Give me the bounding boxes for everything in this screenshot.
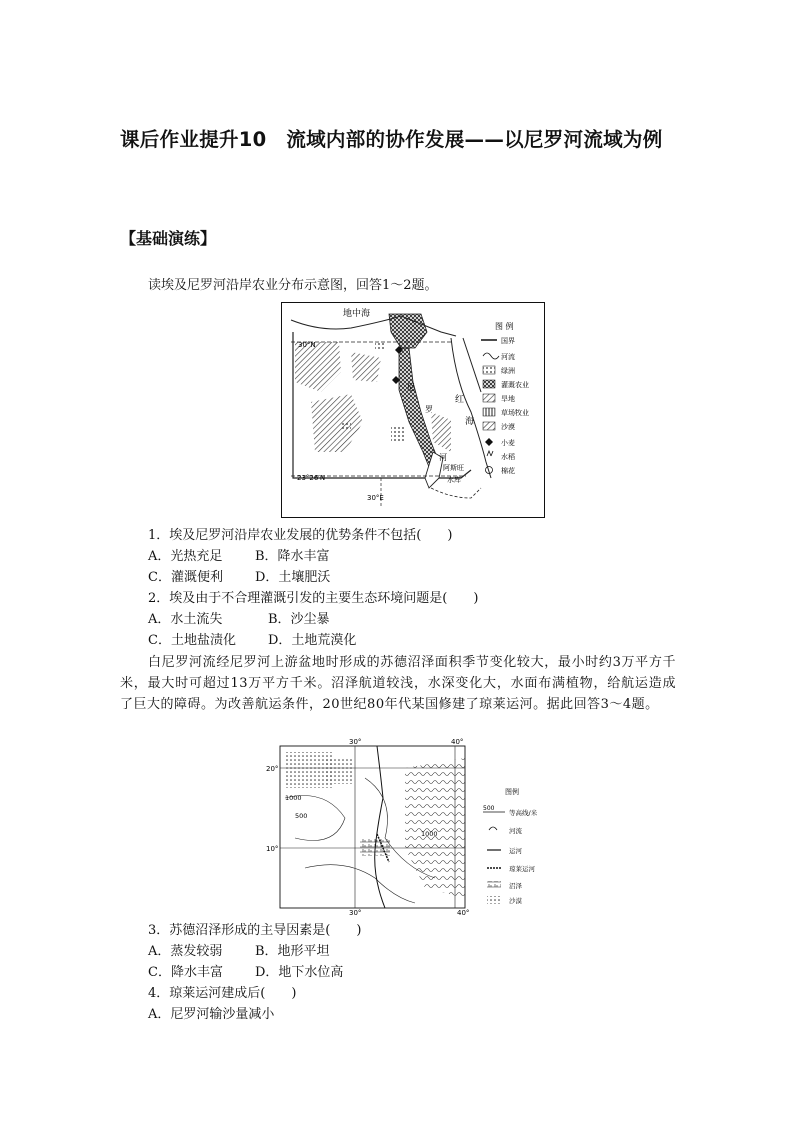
q2-option-b[interactable]: B．沙尘暴 bbox=[268, 612, 330, 627]
sudd-swamp-map bbox=[265, 738, 565, 916]
q1-option-d[interactable]: D．土壤肥沃 bbox=[255, 570, 331, 585]
contour-label: 1000 bbox=[285, 794, 302, 802]
map2-legend bbox=[483, 787, 538, 905]
lat-20: 20° bbox=[266, 765, 279, 773]
q2-option-a[interactable]: A．水土流失 bbox=[148, 612, 223, 627]
legend-item: 水稻 bbox=[501, 453, 515, 461]
q3-stem: 3．苏德沼泽形成的主导因素是( ) bbox=[148, 923, 362, 938]
legend-item: 灌溉农业 bbox=[501, 381, 529, 389]
q1-option-b[interactable]: B．降水丰富 bbox=[255, 549, 330, 564]
legend-item: 旱地 bbox=[501, 395, 515, 403]
legend-item: 等高线/米 bbox=[509, 809, 538, 817]
red-sea-label-1: 红 bbox=[455, 395, 465, 405]
legend-item: 河流 bbox=[501, 353, 515, 361]
nile-label-1: 尼 bbox=[407, 383, 415, 392]
q3-option-b[interactable]: B．地形平坦 bbox=[255, 944, 330, 959]
legend-title: 图例 bbox=[505, 788, 519, 796]
lat-10: 10° bbox=[266, 845, 279, 853]
q1-stem: 1．埃及尼罗河沿岸农业发展的优势条件不包括( ) bbox=[148, 528, 453, 543]
egypt-agriculture-map bbox=[281, 302, 545, 518]
q2-stem: 2．埃及由于不合理灌溉引发的主要生态环境问题是( ) bbox=[148, 591, 479, 606]
tropic-label: 23°26′N bbox=[297, 474, 326, 482]
q3-option-c[interactable]: C．降水丰富 bbox=[148, 965, 223, 980]
dam-label-2: 水库 bbox=[447, 476, 461, 484]
dam-label-1: 阿斯旺 bbox=[443, 464, 464, 472]
reading-passage: 白尼罗河流经尼罗河上游盆地时形成的苏德沼泽面积季节变化较大，最小时约3万平方千米，最大时可超过13万平方千米。沼泽航道较浅，水深变化大，水面布满植物，给航运造成了巨大的障碍。为改善航运条件，20世纪80年代某国修建了琼莱运河。据此回答3～4题。 bbox=[120, 655, 676, 712]
legend-contour-value: 500 bbox=[483, 805, 495, 812]
lon-bottom-30: 30° bbox=[349, 909, 362, 916]
red-sea-label-2: 海 bbox=[465, 417, 475, 427]
lon-bottom-40: 40° bbox=[457, 909, 470, 916]
legend-item: 小麦 bbox=[501, 439, 515, 447]
legend-item: 棉花 bbox=[501, 467, 515, 475]
legend-title: 图 例 bbox=[495, 322, 514, 331]
lat30-label: 30°N bbox=[298, 341, 316, 349]
section-heading: 【基础演练】 bbox=[120, 229, 217, 248]
legend-item: 草场牧业 bbox=[501, 409, 529, 417]
lon-top-30: 30° bbox=[349, 738, 362, 746]
legend-item: 绿洲 bbox=[501, 367, 515, 375]
q1-option-a[interactable]: A．光热充足 bbox=[148, 549, 223, 564]
legend-item: 沼泽 bbox=[509, 882, 522, 890]
q2-option-d[interactable]: D．土地荒漠化 bbox=[268, 633, 357, 648]
legend-item: 河流 bbox=[509, 827, 522, 835]
mediterranean-label: 地中海 bbox=[343, 309, 371, 319]
q3-option-a[interactable]: A．蒸发较弱 bbox=[148, 944, 223, 959]
lon30-label: 30°E bbox=[367, 494, 384, 502]
nile-label-2: 罗 bbox=[425, 405, 433, 414]
contour-label: 1000 bbox=[421, 830, 438, 838]
legend-item: 琼莱运河 bbox=[509, 865, 535, 873]
page-title: 课后作业提升10 流域内部的协作发展——以尼罗河流域为例 bbox=[120, 128, 663, 151]
lon-top-40: 40° bbox=[451, 738, 464, 746]
legend-item: 沙漠 bbox=[501, 423, 515, 431]
contour-label: 500 bbox=[295, 812, 308, 820]
nile-label-3: 河 bbox=[439, 453, 447, 462]
legend-item: 运河 bbox=[509, 847, 522, 855]
q2-option-c[interactable]: C．土地盐渍化 bbox=[148, 633, 236, 648]
legend-item: 沙漠 bbox=[509, 897, 522, 905]
q4-option-a[interactable]: A．尼罗河输沙量减小 bbox=[148, 1007, 275, 1022]
intro-text: 读埃及尼罗河沿岸农业分布示意图，回答1～2题。 bbox=[148, 278, 438, 293]
q4-stem: 4．琼莱运河建成后( ) bbox=[148, 986, 297, 1001]
q1-option-c[interactable]: C．灌溉便利 bbox=[148, 570, 223, 585]
legend-item: 国界 bbox=[501, 337, 515, 345]
q3-option-d[interactable]: D．地下水位高 bbox=[255, 965, 344, 980]
